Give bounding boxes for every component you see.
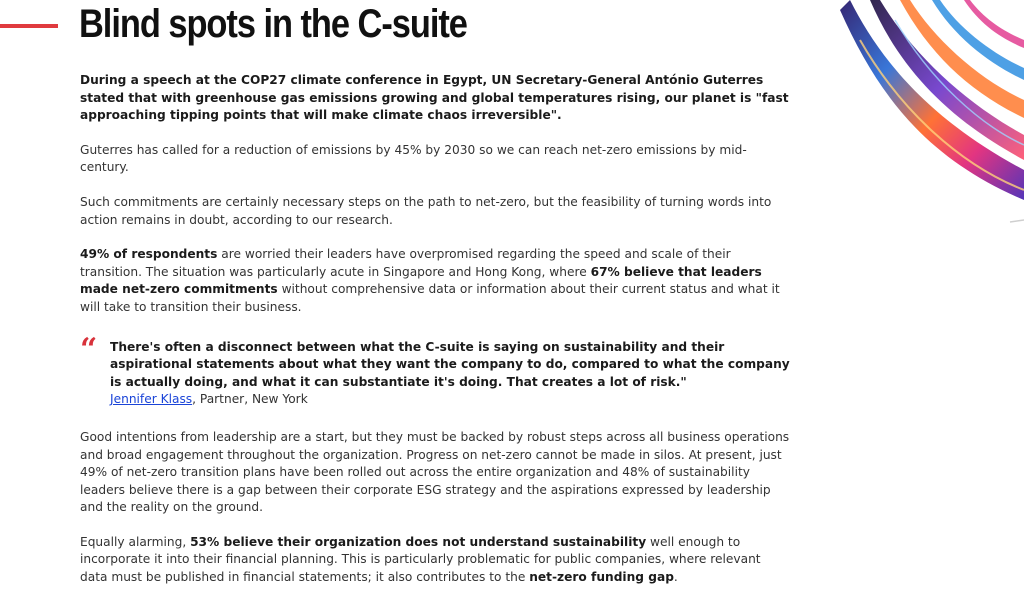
paragraph-3 bbox=[80, 246, 790, 316]
quote-mark-icon: “ bbox=[80, 331, 98, 367]
paragraph-text: well enough to incorporate it into their financial planning. This is particularly problematic for public companies, where relevant data must be published in financial statements; it also contributes to the bbox=[80, 534, 761, 585]
author-link[interactable]: Jennifer Klass bbox=[110, 392, 193, 407]
paragraph-text: Equally alarming, bbox=[80, 534, 191, 549]
author-role: , Partner, New York bbox=[192, 392, 308, 407]
quote-attribution bbox=[110, 391, 790, 409]
article-body bbox=[80, 72, 790, 587]
paragraph-text: without comprehensive data or information about their current status and what it will take to transition their business. bbox=[80, 282, 780, 314]
pull-quote bbox=[80, 331, 790, 409]
paragraph-4: Good intentions from leadership are a start, but they must be backed by robust steps across all business operations and broad engagement throughout the organization. Progress on net-zero cannot be made in silos. At present, just 49% of net-zero transition plans have been rolled out across the entire organization and 48% of sustainability leaders believe there is a gap between their corporate ESG strategy and the aspirations expressed by leadership and the reality on the ground. bbox=[80, 429, 790, 515]
page-title: Blind spots in the C-suite bbox=[79, 2, 467, 46]
stat-highlight: 67% believe that leaders made net-zero commitments bbox=[80, 264, 762, 297]
paragraph-1: Guterres has called for a reduction of emissions by 45% by 2030 so we can reach net-zero emissions by mid-century. bbox=[80, 142, 747, 175]
accent-rule bbox=[0, 24, 58, 28]
paragraph-text: are worried their leaders have overpromised regarding the speed and scale of their transition. The situation was particularly acute in Singapore and Hong Kong, where bbox=[80, 247, 731, 279]
decorative-swirl-image bbox=[840, 0, 1024, 240]
stat-highlight: 49% of respondents bbox=[80, 247, 218, 262]
stat-highlight: 53% believe their organization does not understand sustainability bbox=[190, 534, 647, 549]
lead-paragraph: During a speech at the COP27 climate conference in Egypt, UN Secretary-General António Guterres stated that with greenhouse gas emissions growing and global temperatures rising, our planet is "fast approaching tipping points that will make climate chaos irreversible". bbox=[80, 73, 789, 123]
paragraph-2: Such commitments are certainly necessary steps on the path to net-zero, but the feasibility of turning words into action remains in doubt, according to our research. bbox=[80, 194, 772, 227]
paragraph-5 bbox=[80, 534, 790, 587]
funding-gap-link[interactable]: net-zero funding gap bbox=[529, 570, 674, 585]
paragraph-text: . bbox=[673, 570, 678, 585]
quote-text: There's often a disconnect between what the C-suite is saying on sustainability and their aspirational statements about what they want the company to do, compared to what the company is actually doing, and what it can substantiate it's doing. That creates a lot of risk." bbox=[110, 339, 790, 389]
